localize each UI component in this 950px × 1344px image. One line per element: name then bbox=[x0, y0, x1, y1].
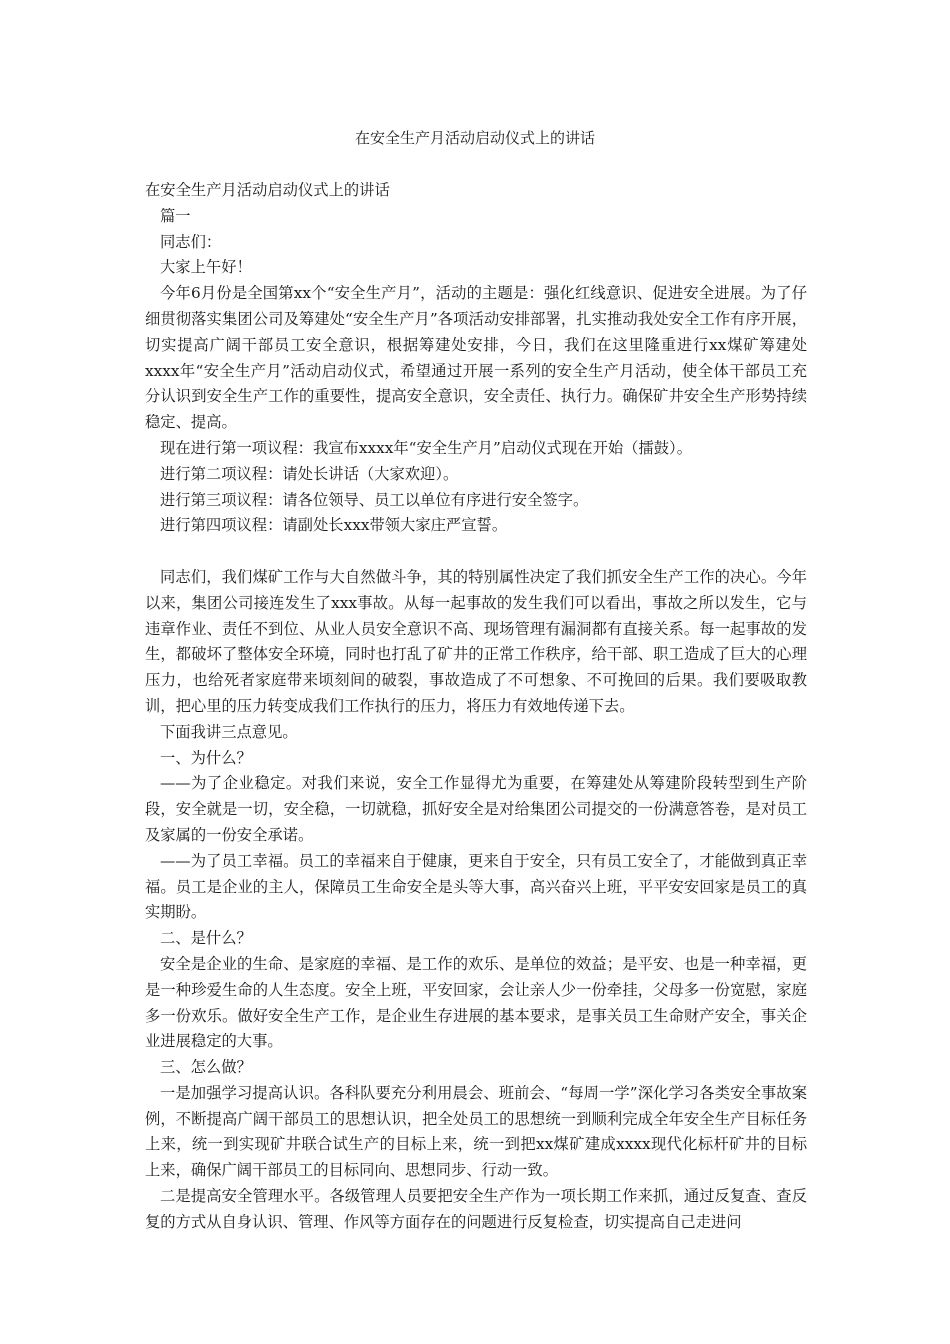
salutation: 同志们： bbox=[160, 232, 222, 251]
greeting: 大家上午好！ bbox=[160, 258, 252, 277]
subtitle: 在安全生产月活动启动仪式上的讲话 bbox=[145, 181, 390, 199]
agenda-item: 进行第三项议程：请各位领导、员工以单位有序进行安全签字。 bbox=[160, 490, 589, 509]
agenda-item: 现在进行第一项议程：我宣布xxxx年“安全生产月”启动仪式现在开始（擂鼓）。 bbox=[160, 438, 693, 457]
paragraph: 一是加强学习提高认识。各科队要充分利用晨会、班前会、“每周一学”深化学习各类安全事故案例，不断提高广阔干部员工的思想认识，把全处员工的思想统一到顺利完成全年安全生产目标任务上来，统一到实现矿井联合试生产的目标上来，统一到把xx煤矿建成xxxx现代化标杆矿井的目标上来，确保广阔干部员工的目标同向、思想同步、行动一致。 bbox=[145, 1083, 807, 1180]
paragraph: 今年6月份是全国第xx个“安全生产月”，活动的主题是：强化红线意识、促进安全进展。为了仔细贯彻落实集团公司及筹建处“安全生产月”各项活动安排部署，扎实推动我处安全工作有序开展，切实提高广阔干部员工安全意识，根据筹建处安排，今日，我们在这里隆重进行xx煤矿筹建处xxxx年“安全生产月”活动启动仪式，希望通过开展一系列的安全生产月活动，使全体干部员工充分认识到安全生产工作的重要性，提高安全意识，安全责任、执行力。确保矿井安全生产形势持续稳定、提高。 bbox=[145, 284, 807, 432]
document-title: 在安全生产月活动启动仪式上的讲话 bbox=[354, 129, 595, 147]
paragraph: ——为了企业稳定。对我们来说，安全工作显得尤为重要，在筹建处从筹建阶段转型到生产阶段，安全就是一切，安全稳，一切就稳，抓好安全是对给集团公司提交的一份满意答卷，是对员工及家属的一份安全承诺。 bbox=[145, 774, 807, 844]
paragraph: 二是提高安全管理水平。各级管理人员要把安全生产作为一项长期工作来抓，通过反复查、查反复的方式从自身认识、管理、作风等方面存在的问题进行反复检查，切实提高自己走进问 bbox=[145, 1187, 807, 1231]
paragraph: 同志们，我们煤矿工作与大自然做斗争，其的特别属性决定了我们抓安全生产工作的决心。今年以来，集团公司接连发生了xxx事故。从每一起事故的发生我们可以看出，事故之所以发生，它与违章作业、责任不到位、从业人员安全意识不高、现场管理有漏洞都有直接关系。每一起事故的发生，都破坏了整体安全环境，同时也打乱了矿井的正常工作秩序，给干部、职工造成了巨大的心理压力，也给死者家庭带来顷刻间的破裂，事故造成了不可想象、不可挽回的后果。我们要吸取教训，把心里的压力转变成我们工作执行的压力，将压力有效地传递下去。 bbox=[145, 567, 807, 715]
section-label: 篇一 bbox=[160, 206, 191, 225]
agenda-item: 进行第二项议程：请处长讲话（大家欢迎）。 bbox=[160, 464, 459, 483]
blank-line bbox=[145, 539, 807, 565]
section-heading: 二、是什么？ bbox=[160, 929, 252, 948]
paragraph: ——为了员工幸福。员工的幸福来自于健康，更来自于安全，只有员工安全了，才能做到真正幸福。员工是企业的主人，保障员工生命安全是头等大事，高兴奋兴上班，平平安安回家是员工的真实期盼。 bbox=[145, 851, 807, 922]
section-heading: 三、怎么做？ bbox=[160, 1058, 252, 1077]
paragraph: 安全是企业的生命、是家庭的幸福、是工作的欢乐、是单位的效益；是平安、也是一种幸福，更是一种珍爱生命的人生态度。安全上班，平安回家，会让亲人少一份牵挂，父母多一份宽慰，家庭多一份欢乐。做好安全生产工作，是企业生存进展的基本要求，是事关员工生命财产安全，事关企业进展稳定的大事。 bbox=[145, 954, 807, 1051]
document-body bbox=[145, 178, 807, 1236]
paragraph: 下面我讲三点意见。 bbox=[160, 722, 298, 741]
section-heading: 一、为什么？ bbox=[160, 748, 252, 767]
agenda-item: 进行第四项议程：请副处长xxx带领大家庄严宣誓。 bbox=[160, 516, 508, 535]
